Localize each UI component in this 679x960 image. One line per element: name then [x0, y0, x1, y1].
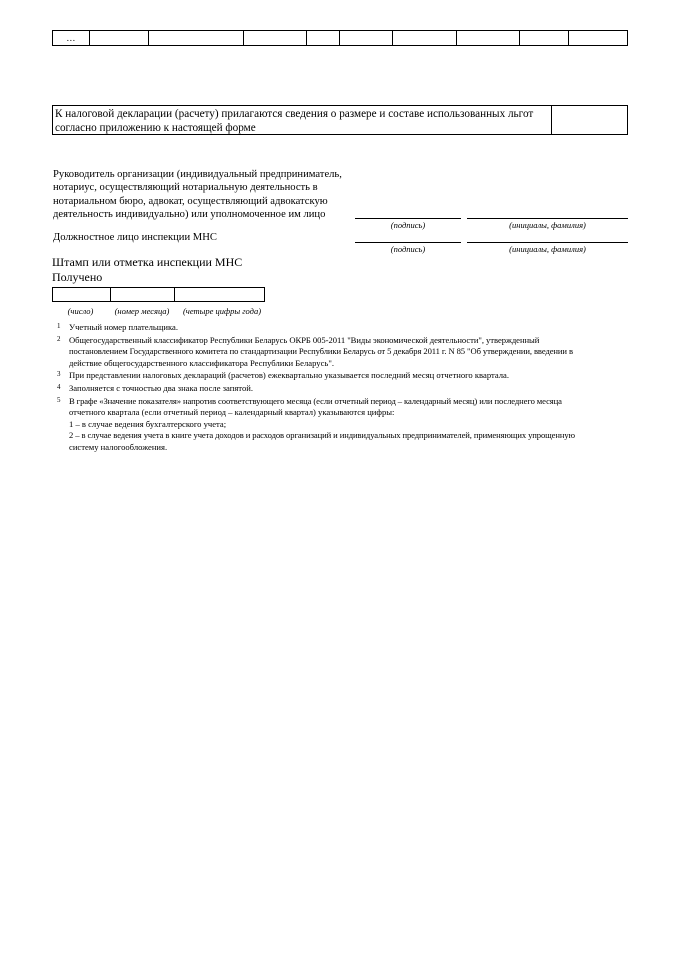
footnote-line: Заполняется с точностью два знака после запятой. — [69, 383, 253, 393]
date-divider — [174, 288, 175, 301]
top-table — [52, 30, 628, 46]
date-day-caption: (число) — [67, 306, 94, 316]
footnote-line: постановлением Государственного комитета по стандартизации Республики Беларусь от 5 декабря 2011 г. N 85 "Об утверждении, введении в — [69, 346, 573, 357]
footnote-line: 2 – в случае ведения учета в книге учета доходов и расходов организаций и индивидуальных предпринимателей, применяющих упрощенную — [69, 430, 575, 441]
head-label-line4: деятельность индивидуально) или уполномоченное им лицо — [53, 209, 326, 221]
head-initials-line[interactable] — [467, 218, 628, 219]
date-divider — [110, 288, 111, 301]
inspector-signature-line[interactable] — [355, 242, 461, 243]
footnote-line: В графе «Значение показателя» напротив соответствующего месяца (если отчетный период – календарный месяц) или последнего месяца — [69, 396, 562, 406]
head-label-line3: нотариальном бюро, адвокат, осуществляющий адвокатскую — [53, 195, 328, 207]
footnote-line: систему налогообложения. — [69, 441, 168, 452]
table-cell — [457, 31, 520, 46]
table-cell — [243, 31, 306, 46]
table-cell — [339, 31, 392, 46]
received-date-box[interactable] — [52, 287, 265, 302]
head-label-line1: Руководитель организации (индивидуальный предприниматель, — [53, 169, 342, 180]
head-signature-caption: (подпись) — [390, 220, 426, 230]
footnote-number: 3 — [57, 370, 61, 378]
attachment-box — [52, 105, 628, 135]
table-cell — [568, 31, 627, 46]
footnote-text — [69, 335, 627, 369]
footnote-text — [69, 396, 627, 453]
footnote-number: 1 — [57, 322, 61, 330]
footnote-number: 2 — [57, 335, 61, 343]
table-cell — [89, 31, 148, 46]
attachment-mark-cell[interactable] — [551, 106, 627, 134]
date-year-caption: (четыре цифры года) — [182, 306, 262, 316]
stamp-label: Штамп или отметка инспекции МНС — [52, 255, 243, 269]
footnote-line: Учетный номер плательщика. — [69, 322, 179, 332]
received-label: Получено — [52, 270, 103, 284]
head-signature-line[interactable] — [355, 218, 461, 219]
table-cell — [306, 31, 339, 46]
footnote-text — [69, 383, 627, 394]
footnote-line: отчетного квартала (если отчетный период – календарный квартал) указываются цифры: — [69, 407, 395, 418]
footnote-number: 5 — [57, 396, 61, 404]
table-cell — [148, 31, 243, 46]
footnote-line: действие общегосударственного классификатора Республики Беларусь". — [69, 357, 334, 368]
inspector-initials-caption: (инициалы, фамилия) — [509, 244, 586, 254]
attachment-text — [55, 107, 550, 135]
inspector-initials-line[interactable] — [467, 242, 628, 243]
footnote-text — [69, 370, 627, 381]
table-cell: … — [53, 31, 90, 46]
inspector-label: Должностное лицо инспекции МНС — [53, 232, 217, 243]
footnote-line: При представлении налоговых деклараций (расчетов) ежеквартально указывается последний месяц отчетного квартала. — [69, 370, 510, 380]
head-initials-caption: (инициалы, фамилия) — [509, 220, 586, 230]
footnote-line: Общегосударственный классификатор Республики Беларусь ОКРБ 005-2011 "Виды экономической деятельности", утвержденный — [69, 335, 540, 345]
table-cell — [392, 31, 456, 46]
footnote-text — [69, 322, 627, 333]
date-month-caption: (номер месяца) — [114, 306, 170, 316]
attachment-text-line1: К налоговой декларации (расчету) прилагаются сведения о размере и составе использованных льгот — [55, 108, 534, 120]
table-row — [53, 31, 628, 46]
table-cell — [520, 31, 568, 46]
inspector-signature-caption: (подпись) — [390, 244, 426, 254]
head-signatory-label — [53, 168, 353, 222]
head-label-line2: нотариус, осуществляющий нотариальную деятельность в — [53, 182, 318, 194]
footnote-number: 4 — [57, 383, 61, 391]
attachment-text-line2: согласно приложению к настоящей форме — [55, 122, 256, 134]
footnote-line: 1 – в случае ведения бухгалтерского учета; — [69, 418, 227, 429]
